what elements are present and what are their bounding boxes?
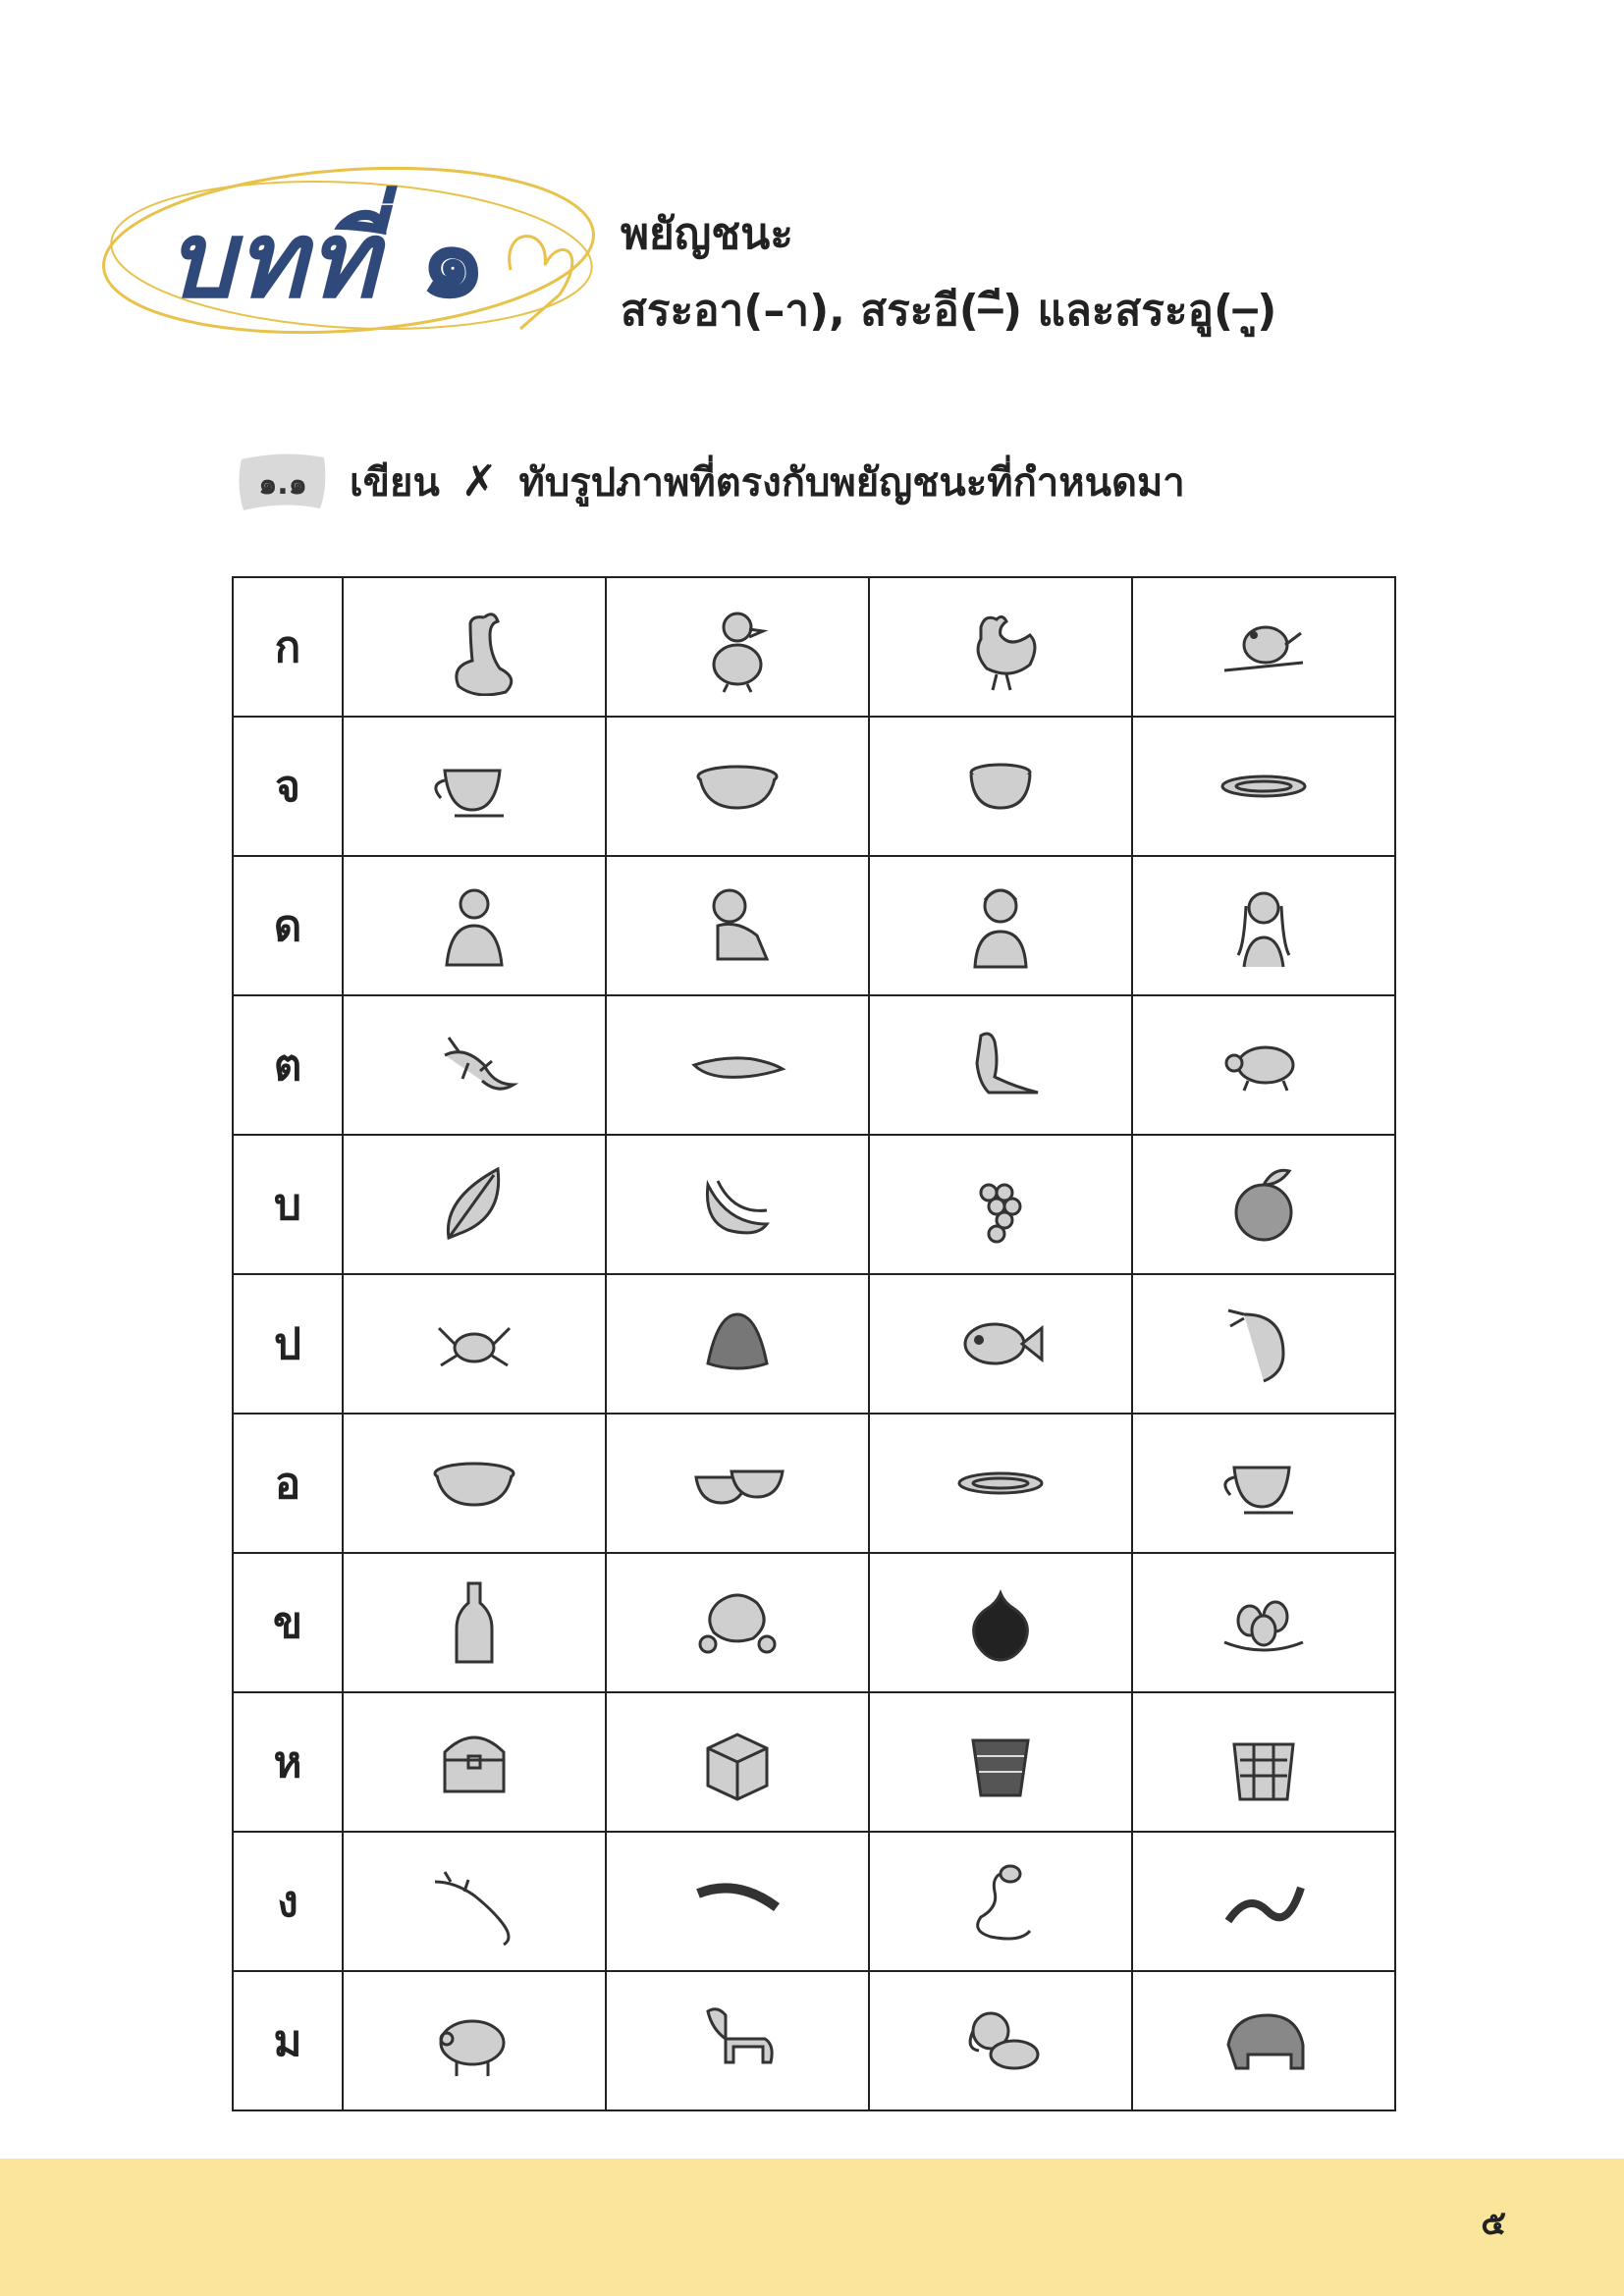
bottle-icon bbox=[344, 1554, 605, 1691]
picture-cell[interactable] bbox=[606, 856, 869, 995]
worksheet-table bbox=[232, 576, 1396, 2111]
puppy-icon bbox=[870, 1972, 1131, 2109]
picture-cell[interactable] bbox=[606, 1553, 869, 1692]
picture-cell[interactable] bbox=[1132, 995, 1395, 1135]
consonant-cell: จ bbox=[233, 717, 343, 856]
picture-cell[interactable] bbox=[343, 1832, 606, 1971]
table-row bbox=[233, 717, 1395, 856]
table-row bbox=[233, 1692, 1395, 1832]
boy-icon bbox=[870, 857, 1131, 994]
bear-icon bbox=[1133, 1972, 1394, 2109]
picture-cell[interactable] bbox=[1132, 856, 1395, 995]
table-row bbox=[233, 1274, 1395, 1414]
chapter-number: ๑ bbox=[418, 199, 489, 322]
teacup-icon bbox=[1133, 1415, 1394, 1552]
picture-cell[interactable] bbox=[343, 1414, 606, 1553]
instruction-before: เขียน bbox=[350, 460, 440, 506]
fish-icon bbox=[870, 1275, 1131, 1413]
horse-icon bbox=[607, 1972, 868, 2109]
duck-icon bbox=[607, 578, 868, 716]
exercise-heading bbox=[234, 447, 1185, 517]
treasure-chest-icon bbox=[344, 1693, 605, 1831]
lizard-icon bbox=[344, 1833, 605, 1970]
girl-icon bbox=[1133, 857, 1394, 994]
baby-icon bbox=[607, 857, 868, 994]
exercise-badge bbox=[234, 448, 332, 516]
table-row bbox=[233, 856, 1395, 995]
page-number: ๕ bbox=[1481, 2204, 1506, 2243]
picture-cell[interactable] bbox=[606, 995, 869, 1135]
picture-cell[interactable] bbox=[869, 1971, 1132, 2110]
picture-cell[interactable] bbox=[343, 1274, 606, 1414]
grapes-icon bbox=[870, 1136, 1131, 1273]
turtle-icon bbox=[1133, 996, 1394, 1134]
picture-cell[interactable] bbox=[1132, 1971, 1395, 2110]
picture-cell[interactable] bbox=[869, 577, 1132, 717]
picture-cell[interactable] bbox=[869, 1553, 1132, 1692]
onion-icon bbox=[870, 1554, 1131, 1691]
picture-cell[interactable] bbox=[343, 1553, 606, 1692]
snake-icon bbox=[1133, 1833, 1394, 1970]
table-row bbox=[233, 1832, 1395, 1971]
picture-cell[interactable] bbox=[869, 995, 1132, 1135]
consonant-cell: บ bbox=[233, 1135, 343, 1274]
consonant-cell: ป bbox=[233, 1274, 343, 1414]
exercise-instruction bbox=[350, 451, 1185, 513]
picture-cell[interactable] bbox=[1132, 577, 1395, 717]
picture-cell[interactable] bbox=[1132, 1832, 1395, 1971]
chapter-badge bbox=[98, 157, 609, 353]
orange-icon bbox=[1133, 1136, 1394, 1273]
picture-cell[interactable] bbox=[606, 1414, 869, 1553]
picture-cell[interactable] bbox=[1132, 1135, 1395, 1274]
picture-cell[interactable] bbox=[1132, 717, 1395, 856]
picture-cell[interactable] bbox=[606, 1692, 869, 1832]
consonant-cell: อ bbox=[233, 1414, 343, 1553]
picture-cell[interactable] bbox=[343, 995, 606, 1135]
gecko-icon bbox=[344, 996, 605, 1134]
cobra-icon bbox=[870, 1833, 1131, 1970]
rocks-icon bbox=[607, 1554, 868, 1691]
picture-cell[interactable] bbox=[1132, 1692, 1395, 1832]
bowl-icon bbox=[870, 718, 1131, 855]
picture-cell[interactable] bbox=[869, 1832, 1132, 1971]
picture-cell[interactable] bbox=[869, 856, 1132, 995]
picture-cell[interactable] bbox=[606, 577, 869, 717]
picture-cell[interactable] bbox=[343, 1692, 606, 1832]
shell-icon bbox=[607, 1275, 868, 1413]
eggs-in-nest-icon bbox=[1133, 1554, 1394, 1691]
rooster-icon bbox=[870, 578, 1131, 716]
consonant-cell: ด bbox=[233, 856, 343, 995]
box-icon bbox=[607, 1693, 868, 1831]
consonant-cell: ข bbox=[233, 1553, 343, 1692]
goose-icon bbox=[344, 578, 605, 716]
subtitle-line-2: สระอา(–า), สระอี(–ี) และสระอู(–ู) bbox=[621, 286, 1277, 336]
picture-cell[interactable] bbox=[606, 1832, 869, 1971]
basket-icon bbox=[870, 1693, 1131, 1831]
shrimp-icon bbox=[1133, 1275, 1394, 1413]
picture-cell[interactable] bbox=[343, 1971, 606, 2110]
picture-cell[interactable] bbox=[1132, 1414, 1395, 1553]
picture-cell[interactable] bbox=[1132, 1274, 1395, 1414]
table-row bbox=[233, 1971, 1395, 2110]
kangaroo-icon bbox=[870, 996, 1131, 1134]
laundry-basket-icon bbox=[1133, 1693, 1394, 1831]
crab-icon bbox=[344, 1275, 605, 1413]
footer-band bbox=[0, 2159, 1624, 2296]
consonant-cell: ก bbox=[233, 577, 343, 717]
subtitle-line-1: พยัญชนะ bbox=[621, 209, 793, 259]
bowls-icon bbox=[607, 1415, 868, 1552]
picture-cell[interactable] bbox=[343, 577, 606, 717]
chapter-title bbox=[167, 175, 489, 344]
chapter-subtitle bbox=[621, 196, 1276, 349]
picture-cell[interactable] bbox=[1132, 1553, 1395, 1692]
picture-cell[interactable] bbox=[606, 1135, 869, 1274]
table-row bbox=[233, 1553, 1395, 1692]
table-row bbox=[233, 1135, 1395, 1274]
picture-cell[interactable] bbox=[869, 1135, 1132, 1274]
pig-icon bbox=[344, 1972, 605, 2109]
leaf-icon bbox=[344, 1136, 605, 1273]
chapter-label: บทที่ bbox=[167, 199, 380, 322]
table-row bbox=[233, 995, 1395, 1135]
table-row bbox=[233, 1414, 1395, 1553]
picture-cell[interactable] bbox=[343, 1135, 606, 1274]
picture-cell[interactable] bbox=[869, 1414, 1132, 1553]
cross-mark-icon: ✗ bbox=[460, 456, 498, 507]
basin-icon bbox=[607, 718, 868, 855]
picture-cell[interactable] bbox=[606, 1274, 869, 1414]
picture-cell[interactable] bbox=[606, 717, 869, 856]
consonant-cell: ม bbox=[233, 1971, 343, 2110]
picture-cell[interactable] bbox=[869, 1692, 1132, 1832]
consonant-cell: ต bbox=[233, 995, 343, 1135]
banana-icon bbox=[607, 1136, 868, 1273]
exercise-number: ๑.๑ bbox=[258, 467, 307, 502]
consonant-cell: ห bbox=[233, 1692, 343, 1832]
picture-cell[interactable] bbox=[869, 717, 1132, 856]
plate-icon bbox=[1133, 718, 1394, 855]
grandfather-icon bbox=[344, 857, 605, 994]
picture-cell[interactable] bbox=[606, 1971, 869, 2110]
plate-icon bbox=[870, 1415, 1131, 1552]
picture-cell[interactable] bbox=[343, 856, 606, 995]
centipede-icon bbox=[607, 1833, 868, 1970]
picture-cell[interactable] bbox=[869, 1274, 1132, 1414]
teacup-icon bbox=[344, 718, 605, 855]
instruction-after: ทับรูปภาพที่ตรงกับพยัญชนะที่กำหนดมา bbox=[518, 460, 1185, 506]
bird-on-branch-icon bbox=[1133, 578, 1394, 716]
basin-icon bbox=[344, 1415, 605, 1552]
crocodile-icon bbox=[607, 996, 868, 1134]
picture-cell[interactable] bbox=[343, 717, 606, 856]
consonant-cell: ง bbox=[233, 1832, 343, 1971]
table-row bbox=[233, 577, 1395, 717]
